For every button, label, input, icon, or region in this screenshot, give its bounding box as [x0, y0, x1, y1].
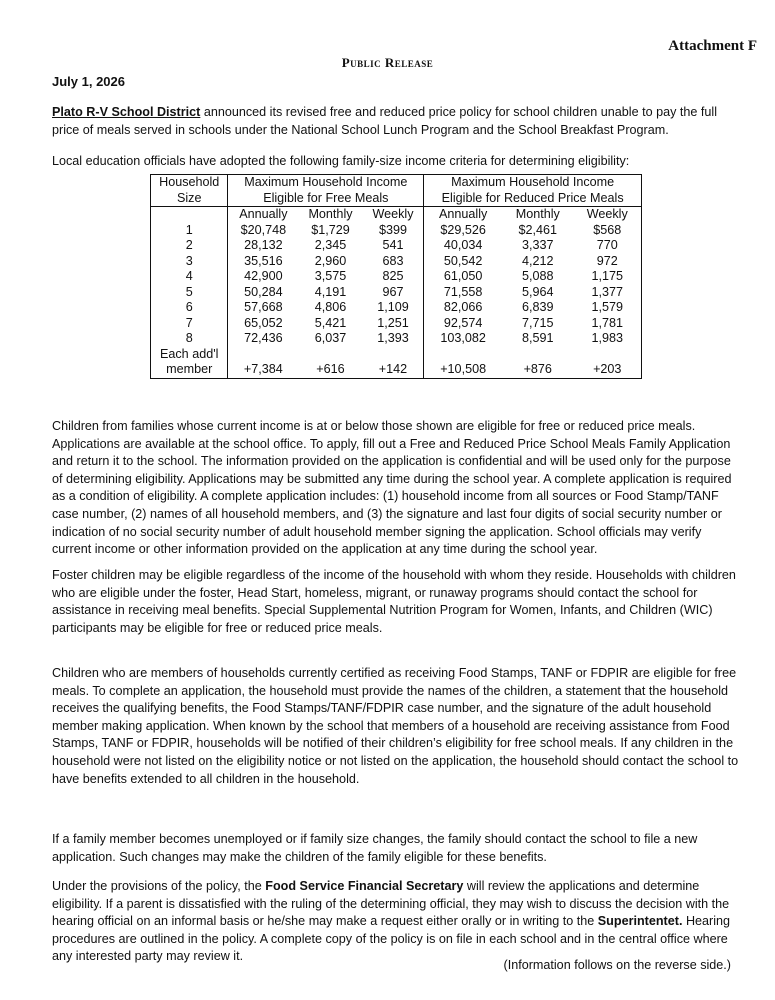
- free-annual-cell: $20,748: [240, 222, 287, 237]
- header-reduced-line2: Eligible for Reduced Price Meals: [424, 191, 642, 207]
- criteria-intro: Local education officials have adopted the following family-size income criteria for determining eligibility:: [52, 154, 630, 168]
- free-weekly-cell: 825: [363, 269, 424, 285]
- policy-text-c: Hearing procedures are outlined in the policy. A complete copy of the policy is on file in each school and in the central office where any interested party may review it.: [52, 914, 731, 964]
- reduced-monthly-cell: 5,088: [522, 269, 554, 283]
- reduced-monthly-cell: 4,212: [522, 253, 554, 268]
- sub-header-annually-reduced: Annually: [438, 207, 488, 221]
- household-size-cell: 4: [151, 269, 228, 285]
- reduced-annual-cell: 92,574: [443, 315, 483, 330]
- footer-note: (Information follows on the reverse side.): [503, 958, 731, 972]
- free-weekly-cell: 1,109: [363, 300, 424, 316]
- table-row: [151, 316, 642, 332]
- policy-text-b: will review the applications and determine eligibility. If a parent is dissatisfied with the ruling of the determining official, they may wish to discuss the decision with the hearing official on an informal basis or he/she may make a request either orally or in writing to the: [52, 879, 730, 929]
- free-weekly-cell: 541: [363, 238, 424, 254]
- reduced-weekly-cell: 972: [574, 254, 642, 270]
- free-weekly-addl-cell: +142: [363, 362, 424, 378]
- unemployed-paragraph: If a family member becomes unemployed or if family size changes, the family should contact the school to file a new application. Such changes may make the children of the family eligible for these benefits.: [52, 832, 698, 864]
- reduced-annual-cell: $29,526: [440, 222, 486, 237]
- table-row: [151, 223, 642, 239]
- reduced-monthly-cell: 3,337: [522, 238, 554, 252]
- reduced-monthly-cell: 8,591: [522, 331, 554, 345]
- free-annual-cell: 57,668: [244, 300, 283, 314]
- intro-paragraph: [52, 104, 742, 139]
- free-monthly-cell: 2,960: [314, 253, 347, 268]
- policy-paragraph: [52, 878, 742, 966]
- table-row: [151, 254, 642, 270]
- free-weekly-cell: $399: [363, 223, 424, 239]
- free-monthly-addl-cell: +616: [298, 362, 362, 378]
- income-table: [150, 174, 642, 379]
- reduced-weekly-cell: 1,377: [574, 285, 642, 301]
- free-weekly-cell: 683: [363, 254, 424, 270]
- household-size-cell: 6: [151, 300, 228, 316]
- header-free-line2: Eligible for Free Meals: [228, 191, 424, 207]
- table-row: [151, 285, 642, 301]
- free-annual-cell: 72,436: [244, 331, 283, 345]
- table-row-additional: [151, 362, 642, 378]
- reduced-annual-cell: 50,542: [443, 253, 483, 268]
- addl-label-line2: member: [151, 362, 228, 378]
- free-monthly-cell: $1,729: [311, 222, 350, 237]
- sub-header-weekly-free: Weekly: [363, 207, 424, 223]
- food-stamps-paragraph: Children who are members of households currently certified as receiving Food Stamps, TANF or FDPIR are eligible for free meals. To complete an application, the household must provide the names of the children, a statement that the household receives the qualifying benefits, the Food Stamps/TANF/FDPIR case number, and the signature of the adult household member making application. When known by the school that members of a household are receiving assistance from Food Stamps, TANF or FDPIR, households will be notified of their children’s eligibility for free school meals. If any children in the household were not listed on the eligibility notice or not listed on the application, the household should contact the school to have benefits extended to all children in the household.: [52, 666, 739, 786]
- free-monthly-cell: 2,345: [314, 238, 347, 252]
- household-size-cell: 3: [151, 254, 228, 270]
- reduced-annual-cell: 103,082: [440, 331, 486, 345]
- household-size-cell: 1: [151, 223, 228, 239]
- reduced-annual-cell: 40,034: [443, 238, 483, 252]
- household-size-cell: 2: [151, 238, 228, 254]
- free-annual-cell: 35,516: [244, 253, 283, 268]
- reduced-weekly-cell: $568: [574, 223, 642, 239]
- free-annual-addl-cell: +7,384: [228, 362, 298, 378]
- free-monthly-cell: 6,037: [314, 331, 347, 345]
- free-monthly-cell: 5,421: [314, 315, 347, 330]
- header-reduced-line1: Maximum Household Income: [424, 175, 642, 191]
- reduced-monthly-cell: 5,964: [522, 284, 554, 299]
- release-title: Public Release: [341, 55, 434, 70]
- sub-header-annually-free: Annually: [239, 207, 288, 221]
- reduced-weekly-cell: 1,175: [574, 269, 642, 285]
- reduced-annual-addl-cell: +10,508: [424, 362, 502, 378]
- sub-header-monthly-free: Monthly: [308, 207, 353, 221]
- free-annual-cell: 42,900: [244, 269, 283, 283]
- sub-header-blank: [151, 207, 228, 223]
- eligibility-paragraph: Children from families whose current income is at or below those shown are eligible for free or reduced price meals. Applications are available at the school office. To apply, fill out a Free and Reduced Price School Meals Family Application and return it to the school. The information provided on the application is confidential and will be used only for the purpose of determining eligibility. Applications may be submitted any time during the school year. A complete application is required as a condition of eligibility. A complete application includes: (1) household income from all sources or Food Stamp/TANF case number, (2) names of all household members, and (3) the signature and last four digits of social security number or indication of no social security number of adult household member signing the application. School officials may verify current income or other information provided on the application at any time during the school year.: [52, 419, 732, 557]
- hearing-official: Superintentet.: [597, 914, 683, 929]
- header-household-line2: Size: [151, 191, 228, 207]
- addl-label-line1: Each add'l: [151, 347, 228, 363]
- reduced-weekly-cell: 1,781: [574, 316, 642, 332]
- table-row: [151, 269, 642, 285]
- household-size-cell: 8: [151, 331, 228, 347]
- free-monthly-cell: 4,191: [314, 284, 347, 299]
- reduced-weekly-cell: 770: [574, 238, 642, 254]
- header-household-line1: Household: [151, 175, 228, 191]
- household-size-cell: 5: [151, 285, 228, 301]
- determining-official: Food Service Financial Secretary: [265, 879, 464, 893]
- intro-text: announced its revised free and reduced price policy for school children unable to pay the full price of meals served in schools under the National School Lunch Program and the School Breakfast Program.: [52, 105, 718, 137]
- reduced-weekly-cell: 1,983: [574, 331, 642, 347]
- free-monthly-cell: 3,575: [314, 269, 347, 283]
- table-row: [151, 238, 642, 254]
- foster-paragraph: Foster children may be eligible regardless of the income of the household with whom they reside. Households with children who are eligible under the foster, Head Start, homeless, migrant, or runaway programs should contact the school for assistance in receiving meal benefits. Special Supplemental Nutrition Program for Women, Infants, and Children (WIC) participants may be eligible for free or reduced price meals.: [52, 568, 736, 635]
- reduced-weekly-cell: 1,579: [574, 300, 642, 316]
- sub-header-weekly-reduced: Weekly: [574, 207, 642, 223]
- table-row: [151, 331, 642, 347]
- free-annual-cell: 28,132: [244, 238, 283, 252]
- free-annual-cell: 50,284: [244, 284, 283, 299]
- reduced-annual-cell: 61,050: [443, 269, 483, 283]
- reduced-weekly-addl-cell: +203: [574, 362, 642, 378]
- reduced-annual-cell: 82,066: [443, 300, 483, 314]
- policy-text-a: Under the provisions of the policy, the: [52, 879, 266, 893]
- household-size-cell: 7: [151, 316, 228, 332]
- free-monthly-cell: 4,806: [314, 300, 347, 314]
- district-name: Plato R-V School District: [52, 105, 201, 119]
- free-weekly-cell: 967: [363, 285, 424, 301]
- free-annual-cell: 65,052: [244, 315, 283, 330]
- reduced-annual-cell: 71,558: [443, 284, 483, 299]
- table-row: [151, 300, 642, 316]
- release-date: July 1, 2026: [52, 74, 125, 89]
- attachment-label: Attachment F: [668, 38, 757, 54]
- free-weekly-cell: 1,251: [363, 316, 424, 332]
- free-weekly-cell: 1,393: [363, 331, 424, 347]
- reduced-monthly-cell: 6,839: [522, 300, 554, 314]
- header-free-line1: Maximum Household Income: [228, 175, 424, 191]
- reduced-monthly-cell: $2,461: [518, 222, 558, 237]
- sub-header-monthly-reduced: Monthly: [515, 207, 560, 221]
- reduced-monthly-addl-cell: +876: [502, 362, 574, 378]
- reduced-monthly-cell: 7,715: [522, 315, 554, 330]
